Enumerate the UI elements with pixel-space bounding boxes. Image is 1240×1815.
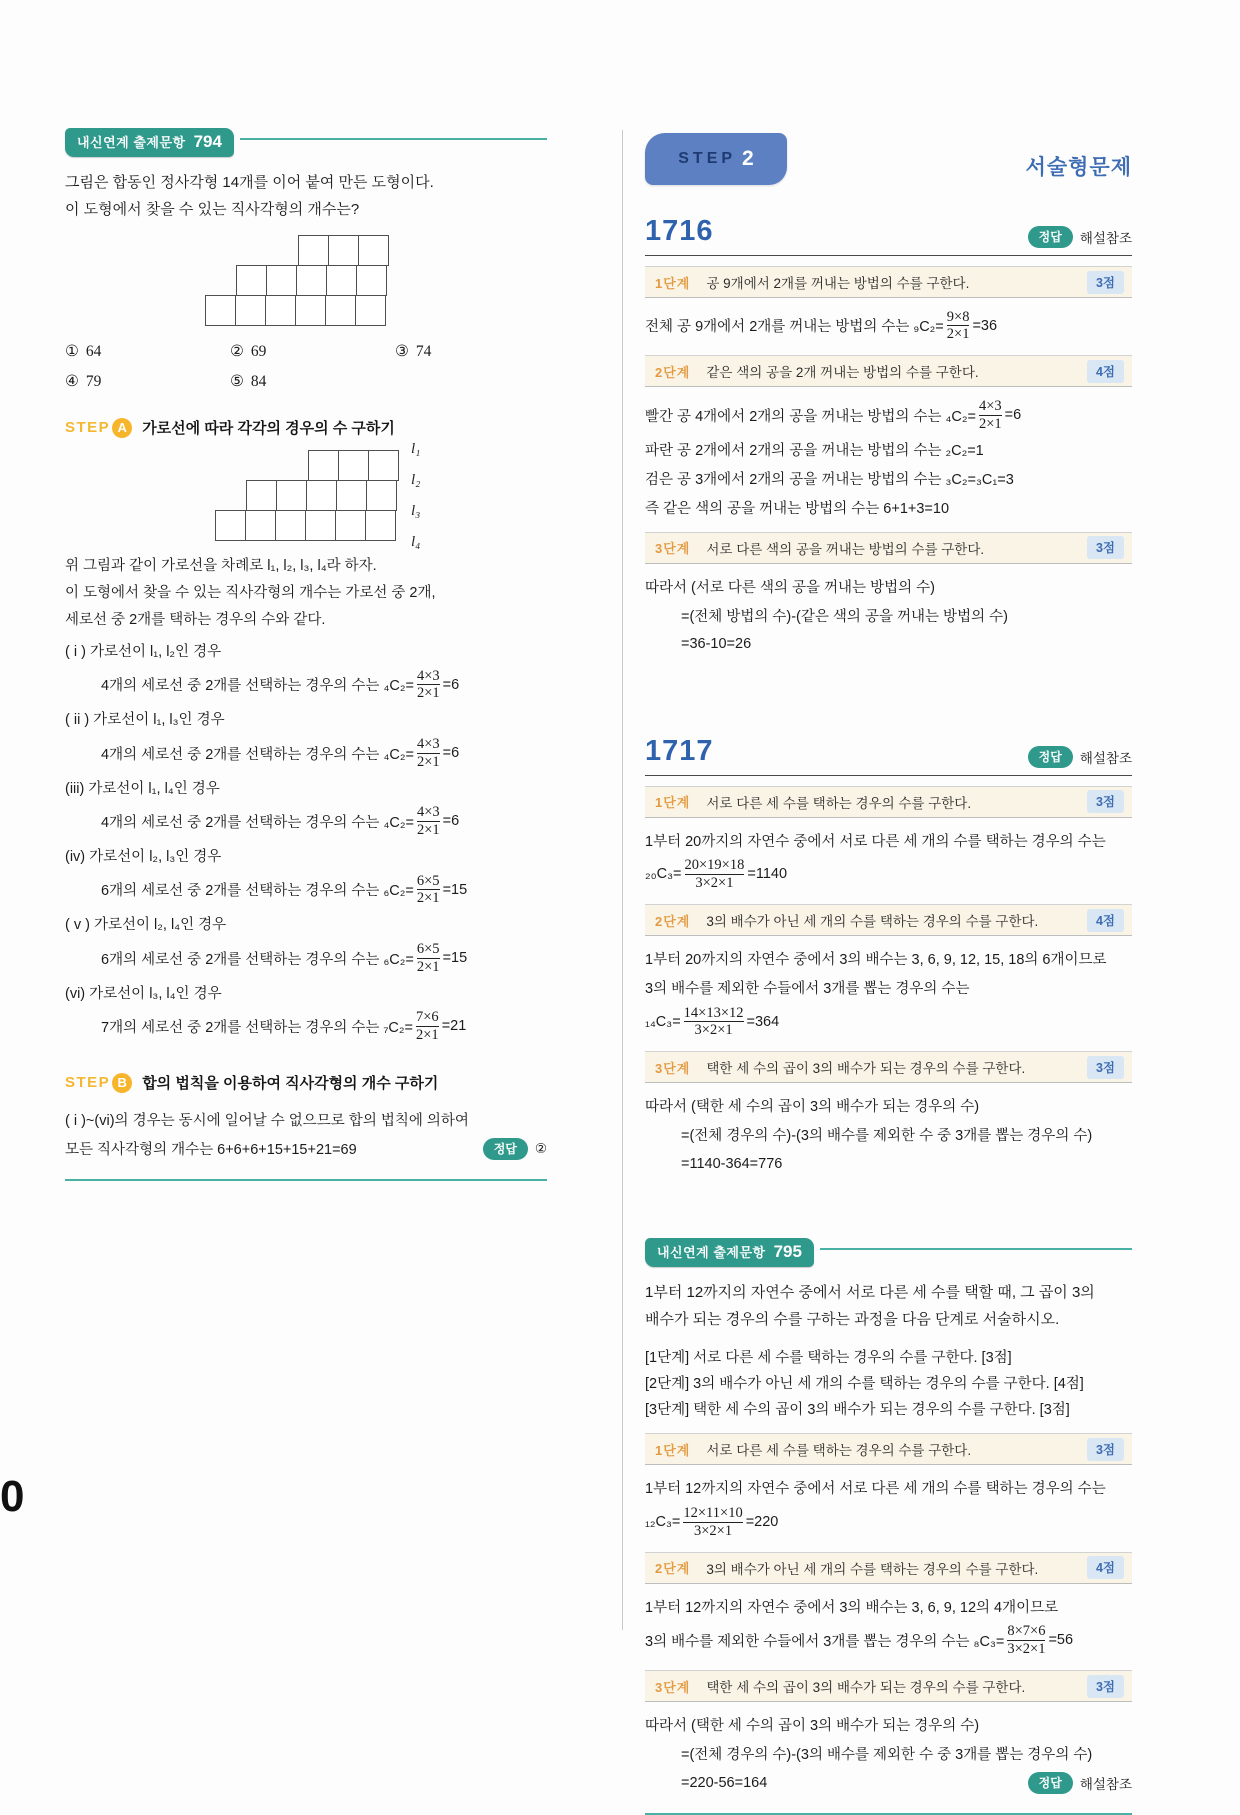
solution-line <box>65 802 547 841</box>
task-line: [1단계] 서로 다른 세 수를 택하는 경우의 수를 구한다. [3점] <box>645 1350 1012 1367</box>
statement-line: 이 도형에서 찾을 수 있는 직사각형의 개수는? <box>65 201 360 218</box>
text-segment: 1부터 12까지의 자연수 중에서 3의 배수는 3, 6, 9, 12의 4개이므로 <box>645 1599 1059 1616</box>
text-segment: 3의 배수를 제외한 수들에서 3개를 뽑는 경우의 수는 <box>645 981 970 998</box>
score-badge: 4점 <box>1087 1556 1124 1579</box>
solution-line <box>645 306 1132 345</box>
fraction: $\frac{4\times 3}{2\times 1}$ <box>416 667 440 702</box>
answer-text: ② <box>534 1140 547 1156</box>
step2-number: 2 <box>742 147 754 170</box>
figure-row <box>308 450 547 481</box>
step-text: 3의 배수가 아닌 세 개의 수를 택하는 경우의 수를 구한다. <box>706 1561 1039 1577</box>
answer-badge-group <box>1018 226 1132 248</box>
solution-line <box>645 1091 1132 1120</box>
step-3-solution <box>645 572 1132 659</box>
text-segment: ₁₂C₃= <box>645 1514 681 1531</box>
text-segment: 6개의 세로선 중 2개를 선택하는 경우의 수는 ₆C₂= <box>101 951 414 968</box>
text-segment: 1부터 12까지의 자연수 중에서 서로 다른 세 개의 수를 택하는 경우의 수는 <box>645 1481 1106 1498</box>
choice-value: 64 <box>85 343 102 360</box>
answer-text: 해설참조 <box>1079 1776 1132 1792</box>
solution-line <box>65 665 547 704</box>
step-label: 2단계 <box>655 1561 691 1577</box>
text-segment: 4개의 세로선 중 2개를 선택하는 경우의 수는 ₄C₂= <box>101 814 414 831</box>
text-segment: =6 <box>442 745 460 762</box>
badge-label: 내신연계 출제문항 <box>657 1245 766 1261</box>
solution-line <box>645 1621 1132 1660</box>
step-text: 서로 다른 세 수를 택하는 경우의 수를 구한다. <box>706 1443 972 1459</box>
step-3-solution <box>645 1091 1132 1178</box>
score-badge: 3점 <box>1087 271 1124 294</box>
text-segment: =1140 <box>747 866 788 883</box>
column-divider <box>622 130 623 1630</box>
answer-pill: 정답 <box>1028 746 1073 768</box>
text-segment: =15 <box>442 950 468 967</box>
figure-cell <box>365 510 396 541</box>
figure-cell <box>205 295 236 326</box>
figure-cell <box>308 450 339 481</box>
solution-line <box>645 601 1132 630</box>
choice-marker: ① <box>65 343 79 360</box>
step-label: 1단계 <box>655 1442 691 1458</box>
fraction: $\frac{14\times 13\times 12}{3\times 2\times 1}$ <box>683 1004 744 1039</box>
step-text: 서로 다른 세 수를 택하는 경우의 수를 구한다. <box>706 795 972 811</box>
fraction: $\frac{6\times 5}{2\times 1}$ <box>416 940 440 975</box>
answer-pill: 정답 <box>1028 226 1073 248</box>
answer-pill: 정답 <box>1028 1772 1073 1794</box>
text-segment: 검은 공 3개에서 2개의 공을 꺼내는 방법의 수는 ₃C₂=₃C₁=3 <box>645 471 1014 488</box>
solution-line <box>65 733 547 772</box>
step-1-solution <box>645 306 1132 345</box>
text-segment: 따라서 (택한 세 수의 곱이 3의 배수가 되는 경우의 수) <box>645 1718 980 1735</box>
score-badge: 3점 <box>1087 790 1124 813</box>
header-rule <box>240 138 547 140</box>
figure-cell <box>275 510 306 541</box>
step-bar-1 <box>645 266 1132 298</box>
step-text: 택한 세 수의 곱이 3의 배수가 되는 경우의 수를 구한다. <box>706 1061 1026 1077</box>
step-text: 공 9개에서 2개를 꺼내는 방법의 수를 구한다. <box>706 276 970 291</box>
choice-value: 79 <box>85 373 102 390</box>
choice-1 <box>65 342 230 361</box>
choice-marker: ④ <box>65 373 79 390</box>
solution-line <box>65 909 547 938</box>
step2-word: STEP <box>678 150 737 167</box>
fraction: $\frac{4\times 3}{2\times 1}$ <box>416 804 440 838</box>
step2-badge <box>645 133 787 185</box>
score-badge: 3점 <box>1087 536 1124 559</box>
figure-cell <box>355 295 386 326</box>
figure-cell <box>335 510 366 541</box>
figure-cell <box>326 265 357 296</box>
problem-795-tasks <box>645 1345 1132 1423</box>
choice-marker: ③ <box>395 343 409 360</box>
step-bar-2 <box>645 904 1132 936</box>
figure-cell <box>276 480 307 511</box>
squares-figure <box>205 235 547 326</box>
text-segment: 즉 같은 색의 공을 꺼내는 방법의 수는 6+1+3=10 <box>645 500 950 517</box>
step-b-circle-icon: B <box>112 1073 132 1093</box>
score-badge: 3점 <box>1087 1438 1124 1461</box>
step-bar-3 <box>645 1670 1132 1702</box>
text-segment: =220 <box>745 1514 779 1531</box>
problem-number: 1717 <box>645 734 714 767</box>
choice-5 <box>230 372 395 391</box>
figure-row <box>246 480 547 511</box>
text-segment: =6 <box>1004 407 1022 424</box>
answer-choices <box>65 342 547 391</box>
figure-cell <box>246 480 277 511</box>
figure-cell <box>356 265 387 296</box>
text-segment: 1부터 20까지의 자연수 중에서 서로 다른 세 개의 수를 택하는 경우의 수는 <box>645 833 1106 850</box>
score-badge: 3점 <box>1087 1056 1124 1079</box>
right-column <box>645 133 1132 1815</box>
solution-line <box>645 944 1132 973</box>
problem-794-statement <box>65 169 547 223</box>
fraction: $\frac{20\times 19\times 18}{3\times 2\times 1}$ <box>684 857 745 891</box>
fraction: $\frac{4\times 3}{2\times 1}$ <box>416 735 440 770</box>
text-segment: 따라서 (택한 세 수의 곱이 3의 배수가 되는 경우의 수) <box>645 1099 980 1116</box>
step-b-conclusion <box>65 1105 547 1163</box>
figure-cell <box>336 480 367 511</box>
solution-line <box>645 1473 1132 1502</box>
step-label: 2단계 <box>655 913 691 929</box>
choice-marker: ⑤ <box>230 373 244 390</box>
fraction: $\frac{12\times 11\times 10}{3\times 2\times 1}$ <box>683 1504 743 1539</box>
text-segment: ₂₀C₃= <box>645 866 682 883</box>
figure-row <box>298 235 547 266</box>
step-a-title: 가로선에 따라 각각의 경우의 수 구하기 <box>142 420 395 437</box>
solution-line <box>645 1592 1132 1621</box>
solution-line <box>645 1002 1132 1041</box>
step-word: STEP <box>65 419 111 436</box>
fraction: $\frac{4\times 3}{2\times 1}$ <box>978 397 1002 432</box>
text-segment: ( i ) 가로선이 l₁, l₂인 경우 <box>65 644 222 660</box>
step-word: STEP <box>65 1074 111 1092</box>
text-segment: =15 <box>442 881 468 898</box>
step-bar-2 <box>645 355 1132 387</box>
left-column-bottom-rule <box>65 1179 547 1181</box>
solution-line <box>65 1105 547 1134</box>
step-2-solution <box>645 944 1132 1041</box>
text-segment: ( i )~(vi)의 경우는 동시에 일어날 수 없으므로 합의 법칙에 의하여 <box>65 1113 469 1130</box>
step-text: 같은 색의 공을 2개 꺼내는 방법의 수를 구한다. <box>706 365 979 381</box>
choice-3 <box>395 342 547 361</box>
solution-line <box>65 1007 547 1046</box>
figure-row <box>205 295 547 326</box>
figure-cell <box>245 510 276 541</box>
horizontal-line-label: l₃ <box>411 503 421 519</box>
solution-line <box>645 572 1132 601</box>
figure-cell <box>265 295 296 326</box>
step-label: 3단계 <box>655 1679 691 1695</box>
step-text: 서로 다른 색의 공을 꺼내는 방법의 수를 구한다. <box>706 541 985 557</box>
step-bar-3 <box>645 1051 1132 1083</box>
text-segment: =(전체 방법의 수)-(같은 색의 공을 꺼내는 방법의 수) <box>681 608 1008 625</box>
text-segment: 전체 공 9개에서 2개를 꺼내는 방법의 수는 ₉C₂= <box>645 319 944 336</box>
header-rule <box>820 1248 1132 1250</box>
step-bar-3 <box>645 532 1132 564</box>
text-segment: 4개의 세로선 중 2개를 선택하는 경우의 수는 ₄C₂= <box>101 746 414 763</box>
solution-line <box>645 464 1132 493</box>
text-segment: (iii) 가로선이 l₁, l₄인 경우 <box>65 780 220 797</box>
problem-1717-heading <box>645 735 1132 768</box>
task-line: [3단계] 택한 세 수의 곱이 3의 배수가 되는 경우의 수를 구한다. [3점] <box>645 1402 1070 1419</box>
text-segment: =(전체 경우의 수)-(3의 배수를 제외한 수 중 3개를 뽑는 경우의 수) <box>681 1128 1093 1145</box>
solution-line <box>65 1134 547 1163</box>
score-badge: 4점 <box>1087 360 1124 383</box>
text-segment: 4개의 세로선 중 2개를 선택하는 경우의 수는 ₄C₂= <box>101 678 414 695</box>
step2-header <box>645 133 1132 185</box>
text-segment: 빨간 공 4개에서 2개의 공을 꺼내는 방법의 수는 ₄C₂= <box>645 408 976 425</box>
solution-line <box>645 493 1132 522</box>
step-bar-2 <box>645 1552 1132 1584</box>
horizontal-line-label: l₄ <box>411 534 421 550</box>
step-2-solution <box>645 395 1132 521</box>
solution-line <box>645 1502 1132 1541</box>
problem-1716-heading <box>645 215 1132 248</box>
statement-line: 1부터 12까지의 자연수 중에서 서로 다른 세 수를 택할 때, 그 곱이 3의 <box>645 1284 1095 1302</box>
solution-line <box>645 1120 1132 1149</box>
solution-line <box>645 630 1132 659</box>
fraction: $\frac{6\times 5}{2\times 1}$ <box>416 872 440 907</box>
page-number: 0 <box>0 1472 25 1521</box>
problem-795 <box>645 1238 1132 1815</box>
answer-badge-group <box>1018 1772 1132 1794</box>
badge-number: 795 <box>773 1242 802 1262</box>
figure-cell <box>358 235 389 266</box>
step-bar-1 <box>645 1433 1132 1465</box>
solution-line <box>645 826 1132 855</box>
choice-marker: ② <box>230 343 244 360</box>
figure-cell <box>306 480 337 511</box>
solution-line <box>645 395 1132 434</box>
problem-794-header <box>65 128 547 157</box>
fraction: $\frac{8\times 7\times 6}{3\times 2\times 1}$ <box>1007 1623 1046 1657</box>
figure-cell <box>338 450 369 481</box>
solution-line <box>645 1768 1132 1797</box>
step-a-cases <box>65 636 547 1046</box>
solution-line <box>645 855 1132 894</box>
answer-pill: 정답 <box>483 1138 528 1160</box>
problem-795-header <box>645 1238 1132 1267</box>
step-label: 2단계 <box>655 364 691 380</box>
figure-cell <box>296 265 327 296</box>
step-1-solution <box>645 1473 1132 1541</box>
badge-number: 794 <box>193 132 222 151</box>
solution-line <box>65 704 547 733</box>
choice-2 <box>230 342 395 361</box>
figure-cell <box>305 510 336 541</box>
step-b-header <box>65 1072 547 1093</box>
answer-text: 해설참조 <box>1079 231 1132 246</box>
answer-text: 해설참조 <box>1079 750 1132 766</box>
solution-line <box>65 773 547 802</box>
text-segment: =21 <box>441 1018 467 1035</box>
text-segment: =(전체 경우의 수)-(3의 배수를 제외한 수 중 3개를 뽑는 경우의 수) <box>681 1747 1093 1764</box>
step-1-solution <box>645 826 1132 894</box>
figure-row <box>236 265 547 296</box>
step-a-circle-icon: A <box>112 418 132 438</box>
step-2-solution <box>645 1592 1132 1660</box>
text-segment: 파란 공 2개에서 2개의 공을 꺼내는 방법의 수는 ₂C₂=1 <box>645 442 984 459</box>
figure-cell <box>328 235 359 266</box>
text-segment: 7개의 세로선 중 2개를 선택하는 경우의 수는 ₇C₂= <box>101 1019 413 1036</box>
horizontal-line-label: l₁ <box>411 441 421 457</box>
fraction: $\frac{9\times 8}{2\times 1}$ <box>946 308 970 343</box>
problem-rule <box>645 775 1132 776</box>
text-segment: =1140-364=776 <box>681 1155 783 1172</box>
step-text: 3의 배수가 아닌 세 개의 수를 택하는 경우의 수를 구한다. <box>706 914 1039 930</box>
step-label: 3단계 <box>655 1060 691 1076</box>
text-segment: =36-10=26 <box>681 636 752 653</box>
problem-795-badge <box>645 1238 814 1267</box>
solution-line <box>645 1710 1132 1739</box>
figure-cell <box>325 295 356 326</box>
solution-line <box>65 870 547 909</box>
text-segment: =36 <box>972 317 998 334</box>
step-label: 1단계 <box>655 795 691 811</box>
solution-line <box>645 435 1132 464</box>
figure-cell <box>235 295 266 326</box>
score-badge: 4점 <box>1087 909 1124 932</box>
figure-cell <box>366 480 397 511</box>
para-line: 이 도형에서 찾을 수 있는 직사각형의 개수는 가로선 중 2개, <box>65 585 436 601</box>
step-label: 1단계 <box>655 275 691 291</box>
step-text: 택한 세 수의 곱이 3의 배수가 되는 경우의 수를 구한다. <box>706 1680 1026 1696</box>
text-segment: 6개의 세로선 중 2개를 선택하는 경우의 수는 ₆C₂= <box>101 883 414 900</box>
solution-line <box>645 973 1132 1002</box>
problem-number: 1716 <box>645 215 714 247</box>
text-segment: =6 <box>442 813 460 830</box>
solution-line <box>65 636 547 665</box>
score-badge: 3점 <box>1087 1675 1124 1698</box>
text-segment: ₁₄C₃= <box>645 1013 681 1030</box>
text-segment: 모든 직사각형의 개수는 6+6+6+15+15+21=69 <box>65 1142 357 1159</box>
problem-rule <box>645 255 1132 256</box>
figure-cell <box>236 265 267 296</box>
figure-cell <box>298 235 329 266</box>
answer-badge-group <box>473 1138 547 1160</box>
answer-badge-group <box>1018 746 1132 768</box>
horizontal-line-label: l₂ <box>411 472 421 488</box>
figure-cell <box>266 265 297 296</box>
problem-1717 <box>645 735 1132 1179</box>
choice-value: 84 <box>250 373 267 390</box>
text-segment: ( v ) 가로선이 l₂, l₄인 경우 <box>65 917 227 934</box>
squares-figure-labeled <box>215 441 547 550</box>
task-line: [2단계] 3의 배수가 아닌 세 개의 수를 택하는 경우의 수를 구한다. [4점] <box>645 1376 1084 1393</box>
text-segment: =220-56=164 <box>681 1774 768 1791</box>
solution-line <box>65 938 547 977</box>
badge-label: 내신연계 출제문항 <box>77 135 186 150</box>
solution-line <box>645 1149 1132 1178</box>
text-segment: =364 <box>746 1013 780 1030</box>
choice-value: 69 <box>250 343 267 360</box>
text-segment: 3의 배수를 제외한 수들에서 3개를 뽑는 경우의 수는 ₈C₃= <box>645 1633 1005 1650</box>
step-a-paragraph <box>65 553 547 634</box>
problem-794-badge <box>65 128 234 157</box>
step-label: 3단계 <box>655 541 691 557</box>
step-b-title: 합의 법칙을 이용하여 직사각형의 개수 구하기 <box>142 1075 439 1093</box>
step-a-header <box>65 417 547 438</box>
problem-1716 <box>645 215 1132 659</box>
fraction: $\frac{7\times 6}{2\times 1}$ <box>416 1009 439 1043</box>
section-title: 서술형문제 <box>1025 156 1132 179</box>
solution-line <box>65 841 547 870</box>
para-line: 위 그림과 같이 가로선을 차례로 l₁, l₂, l₃, l₄라 하자. <box>65 558 377 574</box>
text-segment: =6 <box>442 676 460 693</box>
statement-line: 배수가 되는 경우의 수를 구하는 과정을 다음 단계로 서술하시오. <box>645 1311 1060 1329</box>
figure-cell <box>215 510 246 541</box>
choice-value: 74 <box>415 343 432 360</box>
figure-row <box>215 510 547 541</box>
text-segment: ( ii ) 가로선이 l₁, l₃인 경우 <box>65 712 225 729</box>
statement-line: 그림은 합동인 정사각형 14개를 이어 붙여 만든 도형이다. <box>65 174 434 191</box>
text-segment: 1부터 20까지의 자연수 중에서 3의 배수는 3, 6, 9, 12, 15, 18의 6개이므로 <box>645 952 1107 969</box>
text-segment: 따라서 (서로 다른 색의 공을 꺼내는 방법의 수) <box>645 579 935 596</box>
text-segment: (vi) 가로선이 l₃, l₄인 경우 <box>65 985 222 1002</box>
left-column <box>65 128 547 1181</box>
text-segment: (iv) 가로선이 l₂, l₃인 경우 <box>65 849 222 866</box>
step-bar-1 <box>645 786 1132 818</box>
text-segment: =56 <box>1048 1632 1074 1649</box>
solution-line <box>65 978 547 1007</box>
figure-cell <box>368 450 399 481</box>
choice-4 <box>65 372 230 391</box>
para-line: 세로선 중 2개를 택하는 경우의 수와 같다. <box>65 612 326 628</box>
problem-795-statement <box>645 1279 1132 1333</box>
figure-cell <box>295 295 326 326</box>
